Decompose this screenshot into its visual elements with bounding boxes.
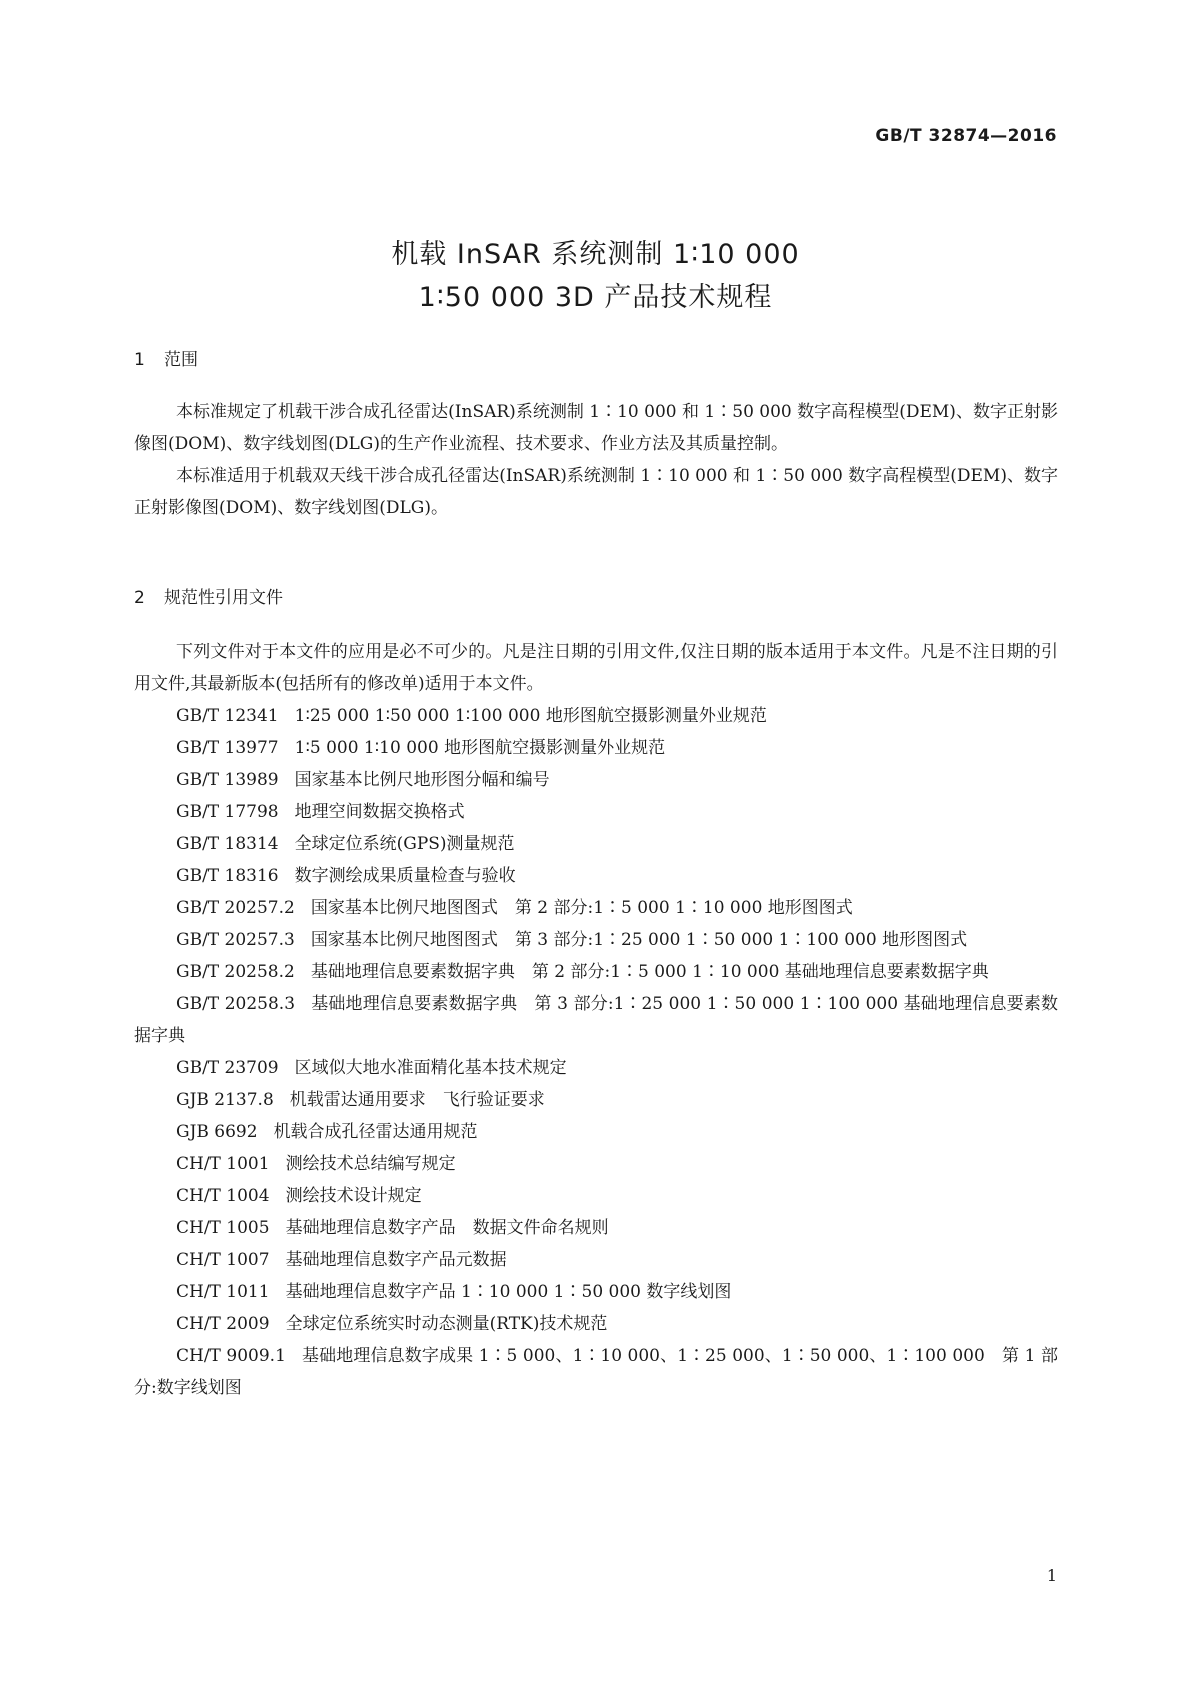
reference-title: 区域似大地水准面精化基本技术规定 (294, 1058, 567, 1078)
reference-title: 全球定位系统(GPS)测量规范 (294, 834, 515, 854)
reference-code: CH/T 1007 (176, 1250, 270, 1270)
reference-code: GB/T 12341 (176, 706, 279, 726)
reference-item (134, 956, 1058, 988)
reference-code: GB/T 20258.3 (176, 994, 296, 1014)
standard-code: GB/T 32874—2016 (875, 126, 1057, 146)
reference-title: 地理空间数据交换格式 (294, 802, 465, 822)
page-number: 1 (1046, 1566, 1057, 1585)
reference-code: GB/T 23709 (176, 1058, 279, 1078)
reference-code: GB/T 20257.3 (176, 930, 295, 950)
section-2-intro: 下列文件对于本文件的应用是必不可少的。凡是注日期的引用文件,仅注日期的版本适用于本文件。凡是不注日期的引用文件,其最新版本(包括所有的修改单)适用于本文件。 (134, 642, 1058, 694)
reference-code: GB/T 17798 (176, 802, 279, 822)
section-1-title: 范围 (164, 350, 198, 370)
section-1-paragraph: 本标准规定了机载干涉合成孔径雷达(InSAR)系统测制 1∶10 000 和 1∶50 000 数字高程模型(DEM)、数字正射影像图(DOM)、数字线划图(DLG)的生产作业流程、技术要求、作业方法及其质量控制。 (134, 402, 1058, 454)
reference-code: GB/T 13989 (176, 770, 279, 790)
reference-item (134, 924, 1058, 956)
reference-code: GB/T 18316 (176, 866, 279, 886)
reference-title: 1∶25 000 1∶50 000 1∶100 000 地形图航空摄影测量外业规范 (294, 706, 767, 726)
reference-code: CH/T 9009.1 (176, 1346, 286, 1366)
reference-title: 数字测绘成果质量检查与验收 (294, 866, 516, 886)
reference-title: 国家基本比例尺地形图分幅和编号 (294, 770, 550, 790)
section-2-number: 2 (134, 588, 145, 608)
reference-item (134, 828, 1058, 860)
section-1-heading (134, 345, 198, 370)
reference-code: GB/T 13977 (176, 738, 279, 758)
reference-code: GJB 6692 (176, 1122, 258, 1142)
reference-item (134, 1116, 1058, 1148)
reference-item (134, 988, 1058, 1052)
reference-item (134, 892, 1058, 924)
reference-item (134, 1244, 1058, 1276)
reference-item (134, 860, 1058, 892)
reference-code: GB/T 18314 (176, 834, 279, 854)
reference-item (134, 1148, 1058, 1180)
reference-code: GB/T 20258.2 (176, 962, 295, 982)
reference-title: 基础地理信息数字产品元数据 (285, 1250, 507, 1270)
reference-title: 测绘技术总结编写规定 (285, 1154, 456, 1174)
reference-code: CH/T 1001 (176, 1154, 270, 1174)
reference-code: CH/T 1005 (176, 1218, 270, 1238)
section-1-number: 1 (134, 350, 145, 370)
document-title-line-1: 机载 InSAR 系统测制 1∶10 000 (391, 239, 800, 270)
section-2-heading (134, 583, 283, 608)
reference-item (134, 1180, 1058, 1212)
reference-code: CH/T 1011 (176, 1282, 270, 1302)
reference-item (134, 1084, 1058, 1116)
reference-item (134, 796, 1058, 828)
reference-list (134, 700, 1058, 1404)
reference-code: GJB 2137.8 (176, 1090, 274, 1110)
section-1-paragraph: 本标准适用于机载双天线干涉合成孔径雷达(InSAR)系统测制 1∶10 000 和 1∶50 000 数字高程模型(DEM)、数字正射影像图(DOM)、数字线划图(DLG)。 (134, 466, 1058, 518)
reference-code: GB/T 20257.2 (176, 898, 295, 918)
reference-title: 测绘技术设计规定 (285, 1186, 422, 1206)
reference-title: 基础地理信息要素数据字典 第 2 部分:1∶5 000 1∶10 000 基础地理信息要素数据字典 (310, 962, 989, 982)
section-2-title: 规范性引用文件 (164, 588, 283, 608)
section-1-body (134, 396, 1058, 524)
reference-title: 基础地理信息数字产品 1∶10 000 1∶50 000 数字线划图 (285, 1282, 732, 1302)
reference-item (134, 1212, 1058, 1244)
reference-title: 国家基本比例尺地图图式 第 2 部分:1∶5 000 1∶10 000 地形图图式 (310, 898, 853, 918)
reference-title: 国家基本比例尺地图图式 第 3 部分:1∶25 000 1∶50 000 1∶100 000 地形图图式 (310, 930, 968, 950)
reference-title: 基础地理信息要素数据字典 第 3 部分:1∶25 000 1∶50 000 1∶100 000 基础地理信息要素数据字典 (134, 994, 1058, 1046)
reference-title: 基础地理信息数字成果 1∶5 000、1∶10 000、1∶25 000、1∶50 000、1∶100 000 第 1 部分:数字线划图 (134, 1346, 1058, 1398)
section-2-body (134, 636, 1058, 1404)
reference-item (134, 1052, 1058, 1084)
reference-item (134, 732, 1058, 764)
reference-title: 基础地理信息数字产品 数据文件命名规则 (285, 1218, 609, 1238)
reference-code: CH/T 2009 (176, 1314, 270, 1334)
reference-title: 全球定位系统实时动态测量(RTK)技术规范 (285, 1314, 608, 1334)
document-title-line-2: 1∶50 000 3D 产品技术规程 (418, 282, 773, 313)
reference-item (134, 1308, 1058, 1340)
reference-item (134, 700, 1058, 732)
reference-title: 机载合成孔径雷达通用规范 (273, 1122, 478, 1142)
reference-title: 1∶5 000 1∶10 000 地形图航空摄影测量外业规范 (294, 738, 666, 758)
reference-item (134, 1276, 1058, 1308)
reference-title: 机载雷达通用要求 飞行验证要求 (289, 1090, 545, 1110)
reference-item (134, 764, 1058, 796)
reference-code: CH/T 1004 (176, 1186, 270, 1206)
reference-item (134, 1340, 1058, 1404)
